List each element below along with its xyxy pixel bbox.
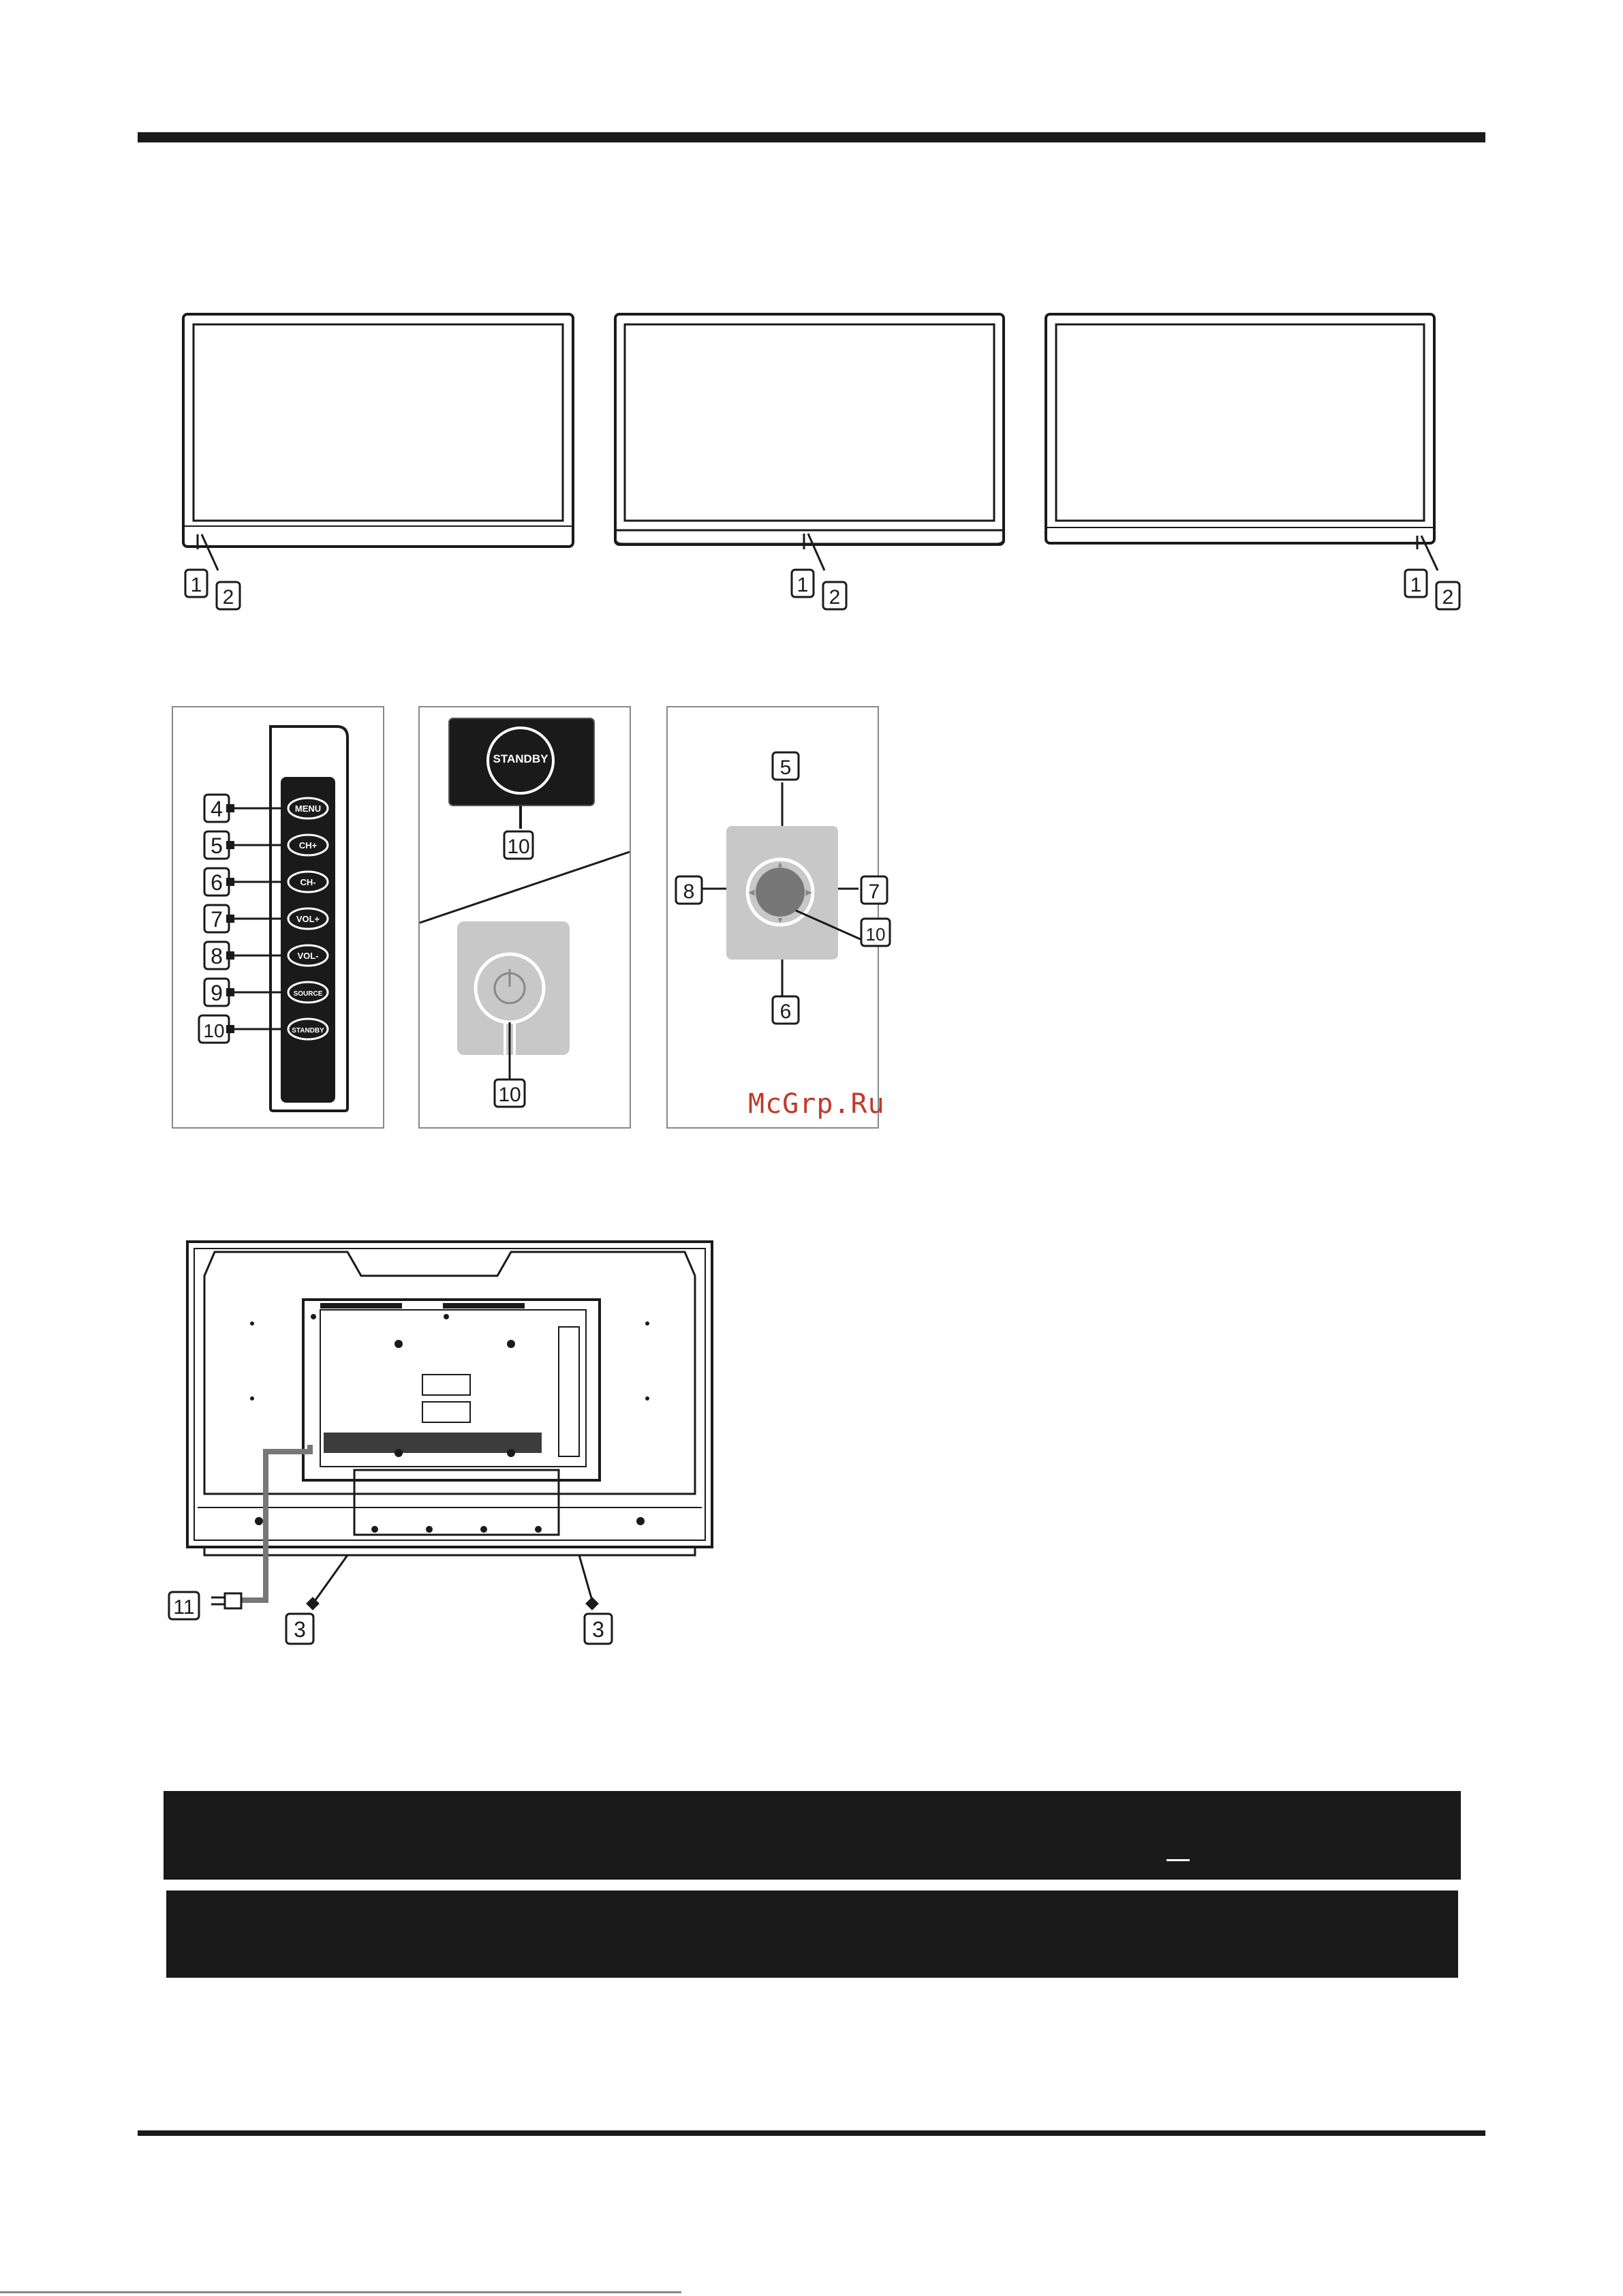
callout-5-joystick <box>771 751 803 782</box>
callout-3-speaker-right <box>583 1612 615 1647</box>
keypad-callout-9: 9 <box>211 981 223 1005</box>
svg-text:10: 10 <box>865 924 886 945</box>
callout-6-joystick <box>771 995 803 1026</box>
callout-1-center: 1 <box>797 574 809 596</box>
keypad-callout-5: 5 <box>211 833 223 858</box>
svg-text:11: 11 <box>173 1596 195 1619</box>
tv-front-left <box>183 314 573 570</box>
info-bar-2 <box>166 1891 1458 1978</box>
svg-text:▲: ▲ <box>776 859 784 869</box>
callout-group-right <box>1404 568 1465 612</box>
tv-rear-view <box>157 1235 729 1644</box>
keypad-row-vol <box>204 905 328 932</box>
callout-group-left <box>184 568 245 612</box>
joystick-knob <box>756 868 805 917</box>
standby-panel <box>418 706 631 1129</box>
svg-text:◀: ◀ <box>748 887 755 897</box>
callout-1-right: 1 <box>1410 574 1422 596</box>
info-bar-1 <box>164 1791 1461 1880</box>
keypad-label-ch: CH- <box>300 877 316 887</box>
svg-text:10: 10 <box>498 1084 521 1106</box>
svg-text:3: 3 <box>592 1617 604 1642</box>
keypad-label-source: SOURCE <box>293 990 323 998</box>
svg-text:5: 5 <box>779 756 792 779</box>
callout-11-power-cord <box>168 1591 202 1622</box>
callout-2-right: 2 <box>1442 586 1454 609</box>
keypad-row-source <box>204 979 328 1006</box>
keypad-row-vol <box>204 942 328 969</box>
svg-text:8: 8 <box>683 881 695 903</box>
callout-8-joystick <box>675 875 706 906</box>
keypad-row-ch <box>204 868 328 896</box>
callout-group-center <box>790 568 852 612</box>
keypad-callout-8: 8 <box>211 944 223 968</box>
keypad-callout-10: 10 <box>203 1020 225 1041</box>
keypad-row-standby <box>199 1015 328 1043</box>
callout-10-joystick <box>860 917 894 949</box>
svg-text:6: 6 <box>779 1000 792 1023</box>
svg-text:7: 7 <box>868 881 880 903</box>
keypad-label-vol: VOL+ <box>296 914 320 924</box>
info-bar-1-mark <box>1166 1859 1190 1861</box>
standby-button-label: STANDBY <box>493 752 548 765</box>
keypad-buttons <box>172 706 384 1129</box>
keypad-row-ch <box>204 831 328 859</box>
page-edge-line <box>0 2291 681 2293</box>
callout-3-speaker-left <box>285 1612 316 1647</box>
callout-7-joystick <box>860 875 891 906</box>
svg-text:10: 10 <box>507 836 530 858</box>
keypad-label-ch: CH+ <box>298 840 318 851</box>
top-rule <box>138 132 1485 142</box>
keypad-callout-6: 6 <box>211 870 223 895</box>
callout-1-left: 1 <box>190 574 202 596</box>
tv-front-right <box>1046 314 1438 570</box>
keypad-label-standby: STANDBY <box>292 1027 324 1035</box>
keypad-label-menu: MENU <box>294 803 322 814</box>
tv-front-center <box>615 314 1004 570</box>
svg-text:▶: ▶ <box>805 887 812 897</box>
keypad-callout-4: 4 <box>211 797 223 821</box>
keypad-label-vol: VOL- <box>297 951 319 961</box>
callout-2-left: 2 <box>222 586 234 609</box>
callout-2-center: 2 <box>829 586 841 609</box>
keypad-row-menu <box>204 795 328 822</box>
watermark: McGrp.Ru <box>748 1088 885 1120</box>
callout-10-standby-bottom <box>493 1078 527 1109</box>
svg-text:3: 3 <box>294 1617 306 1642</box>
keypad-callout-7: 7 <box>211 907 223 932</box>
bottom-rule <box>138 2130 1485 2136</box>
callout-10-standby-top <box>503 830 534 861</box>
svg-text:▼: ▼ <box>776 915 784 925</box>
